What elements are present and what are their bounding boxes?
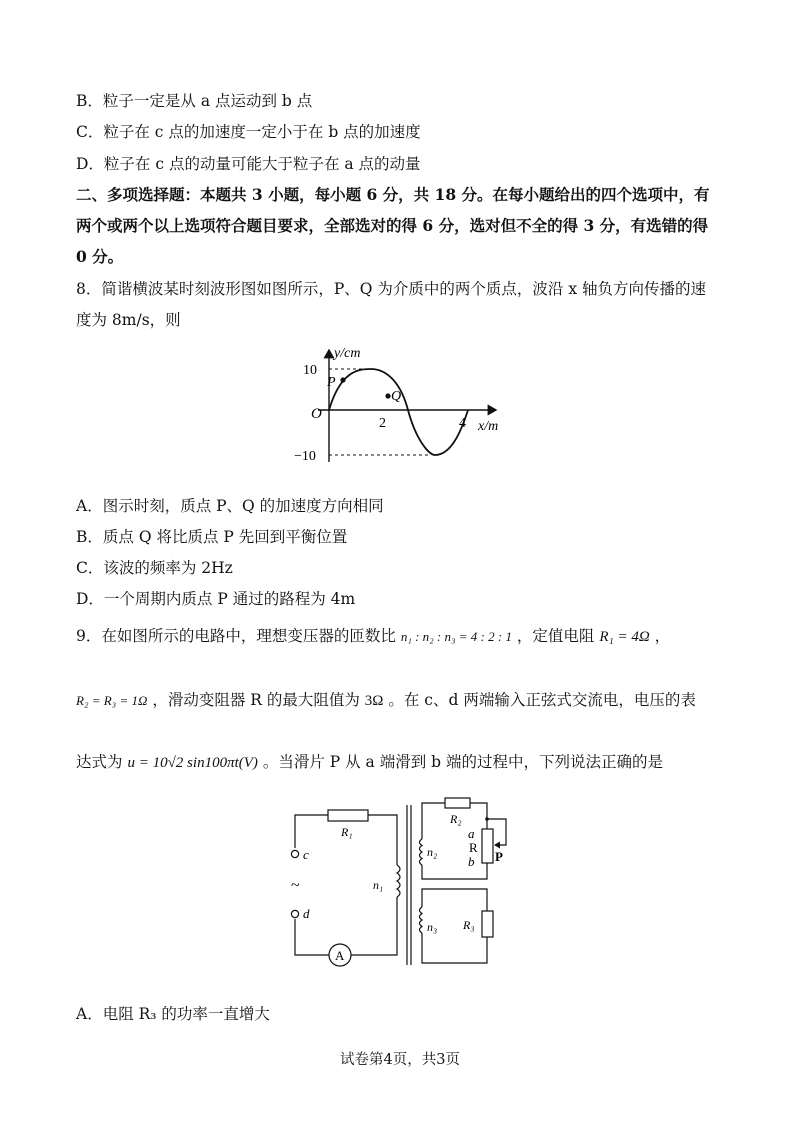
label-p: P — [495, 849, 503, 864]
q9-stem3-b: 。当滑片 P 从 a 端滑到 b 端的过程中，下列说法正确的是 — [262, 753, 663, 771]
resistor-r3 — [482, 911, 493, 937]
label-ammeter: A — [335, 948, 345, 963]
point-p-dot — [340, 377, 345, 382]
label-n3: n₃ — [427, 920, 438, 934]
section2-header-line2: 两个或两个以上选项符合题目要求，全部选对的得 6 分，选对但不全的得 3 分，有选错的得 — [76, 216, 709, 235]
q9-option-a: A．电阻 R₃ 的功率一直增大 — [76, 1005, 270, 1023]
terminal-c — [291, 850, 298, 857]
secondary-coil-n2 — [420, 839, 423, 865]
rheostat-r — [482, 829, 493, 863]
q8-option-b: B．质点 Q 将比质点 P 先回到平衡位置 — [76, 528, 348, 546]
q8-option-c: C．该波的频率为 2Hz — [76, 559, 233, 577]
label-c: c — [303, 847, 309, 862]
label-n1: n₁ — [373, 878, 384, 892]
point-p-label: P — [327, 375, 336, 390]
rmax-value: 3Ω — [364, 693, 384, 709]
label-r2: R₂ — [450, 812, 462, 826]
node-a-dot — [485, 817, 489, 821]
q9-stem1-a: 9．在如图所示的电路中，理想变压器的匝数比 — [76, 627, 396, 645]
q9-stem2-a: ，滑动变阻器 R 的最大阻值为 — [152, 691, 360, 709]
y-max-label: 10 — [303, 363, 317, 378]
terminal-d — [291, 910, 298, 917]
turns-ratio: n₁ : n₂ : n₃ = 4 : 2 : 1 — [400, 629, 512, 644]
secondary-coil-n3 — [420, 907, 423, 933]
primary-coil — [397, 865, 400, 897]
circuit-figure — [285, 793, 515, 973]
point-q-label: Q — [391, 389, 402, 404]
section2-header-line1: 二、多项选择题：本题共 3 小题，每小题 6 分，共 18 分。在每小题给出的四个选项中，有 — [76, 185, 710, 204]
origin-label: O — [311, 406, 322, 422]
r2-r3-value: R₂ = R₃ = 1Ω — [76, 693, 148, 708]
q9-stem3-a: 达式为 — [76, 753, 123, 771]
point-q-dot — [385, 393, 390, 398]
q9-stem1-c: ， — [654, 627, 671, 645]
q7-option-d: D．粒子在 c 点的动量可能大于粒子在 a 点的动量 — [76, 155, 421, 173]
page-footer: 试卷第4页，共3页 — [340, 1052, 460, 1068]
x-tick-2: 2 — [379, 416, 386, 431]
q7-option-c: C．粒子在 c 点的加速度一定小于在 b 点的加速度 — [76, 123, 421, 141]
q9-stem-line2 — [76, 690, 696, 711]
label-b: b — [468, 854, 475, 869]
y-axis-label: y/cm — [334, 346, 361, 361]
resistor-r2 — [445, 798, 470, 808]
q8-option-a: A．图示时刻，质点 P、Q 的加速度方向相同 — [76, 497, 384, 515]
label-n2: n₂ — [427, 845, 438, 859]
q8-option-d: D．一个周期内质点 P 通过的路程为 4m — [76, 590, 356, 608]
q8-stem-line1: 8．简谐横波某时刻波形图如图所示，P、Q 为介质中的两个质点，波沿 x 轴负方向传播的速 — [76, 280, 707, 298]
r1-value: R₁ = 4Ω — [599, 629, 650, 645]
label-rheostat: R — [469, 840, 478, 855]
wave-figure — [290, 340, 520, 465]
q8-stem-line2: 度为 8m/s，则 — [76, 311, 181, 329]
q9-stem-line3 — [76, 752, 663, 773]
voltage-expression: u = 10√2 sin100πt(V) — [127, 755, 258, 771]
wave-curve — [329, 369, 468, 455]
x-tick-4: 4 — [459, 416, 466, 431]
label-a: a — [468, 826, 475, 841]
x-axis-label: x/m — [478, 419, 499, 434]
q9-stem-line1 — [76, 626, 670, 647]
label-r3: R₃ — [463, 918, 475, 932]
label-d: d — [303, 906, 310, 921]
y-min-label: −10 — [294, 449, 316, 464]
label-r1: R₁ — [341, 825, 353, 839]
resistor-r1 — [328, 810, 368, 821]
label-ac-source: ~ — [291, 877, 300, 894]
slider-arrowhead — [494, 842, 500, 849]
q9-stem1-b: ，定值电阻 — [516, 627, 595, 645]
q9-stem2-b: 。在 c、d 两端输入正弦式交流电，电压的表 — [388, 691, 696, 709]
section2-header-line3: 0 分。 — [76, 247, 124, 266]
q7-option-b: B．粒子一定是从 a 点运动到 b 点 — [76, 92, 313, 110]
